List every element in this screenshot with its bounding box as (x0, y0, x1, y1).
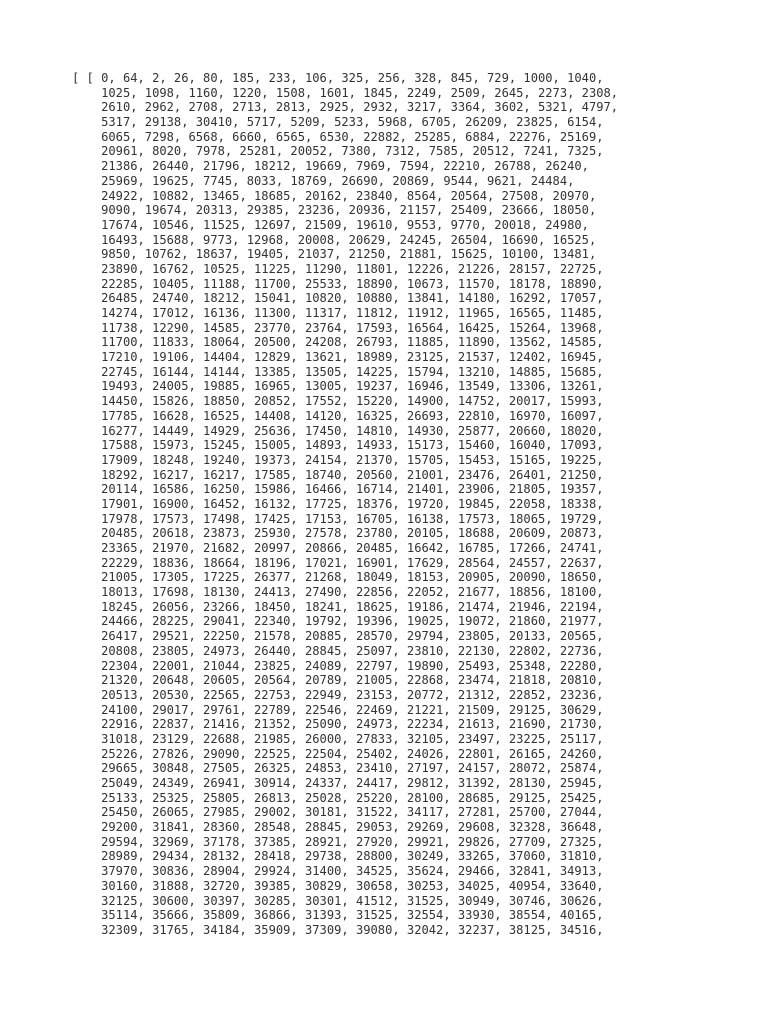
text-line: 22745, 16144, 14144, 13385, 13505, 14225, 15794, 13210, 14885, 15685, (72, 364, 604, 379)
text-line: 20513, 20530, 22565, 22753, 22949, 23153, 20772, 21312, 22852, 23236, (72, 687, 604, 702)
text-line: 9850, 10762, 18637, 19405, 21037, 21250, 21881, 15625, 10100, 13481, (72, 247, 597, 262)
text-line: 6065, 7298, 6568, 6660, 6565, 6530, 22882, 25285, 6884, 22276, 25169, (72, 129, 604, 144)
text-line: 2610, 2962, 2708, 2713, 2813, 2925, 2932, 3217, 3364, 3602, 5321, 4797, (72, 100, 619, 115)
text-line: 17978, 17573, 17498, 17425, 17153, 16705, 16138, 17573, 18065, 19729, (72, 511, 604, 526)
text-line: 37970, 30836, 28904, 29924, 31400, 34525, 35624, 29466, 32841, 34913, (72, 864, 604, 879)
text-line: 22229, 18836, 18664, 18196, 17021, 16901, 17629, 28564, 24557, 22637, (72, 555, 604, 570)
text-line: 28989, 29434, 28132, 28418, 29738, 28800, 30249, 33265, 37060, 31810, (72, 849, 604, 864)
text-line: 29665, 30848, 27505, 26325, 24853, 23410, 27197, 24157, 28072, 25874, (72, 761, 604, 776)
text-line: 32125, 30600, 30397, 30285, 30301, 41512, 31525, 30949, 30746, 30626, (72, 893, 604, 908)
text-line: 20485, 20618, 23873, 25930, 27578, 23780, 20105, 18688, 20609, 20873, (72, 526, 604, 541)
text-line: 25969, 19625, 7745, 8033, 18769, 26690, 20869, 9544, 9621, 24484, (72, 173, 575, 188)
text-line: 24466, 28225, 29041, 22340, 19792, 19396, 19025, 19072, 21860, 21977, (72, 614, 604, 629)
text-line: 17210, 19106, 14404, 12829, 13621, 18989, 23125, 21537, 12402, 16945, (72, 350, 604, 365)
text-line: 19493, 24005, 19885, 16965, 13005, 19237, 16946, 13549, 13306, 13261, (72, 379, 604, 394)
text-line: 25226, 27826, 29090, 22525, 22504, 25402, 24026, 22801, 26165, 24260, (72, 746, 604, 761)
text-line: 29200, 31841, 28360, 28548, 28845, 29053, 29269, 29608, 32328, 36648, (72, 820, 604, 835)
text-line: 14274, 17012, 16136, 11300, 11317, 11812, 11912, 11965, 16565, 11485, (72, 306, 604, 320)
text-line: 30160, 31888, 32720, 39385, 30829, 30658, 30253, 34025, 40954, 33640, (72, 878, 604, 893)
text-line: 31018, 23129, 22688, 21985, 26000, 27833, 32105, 23497, 23225, 25117, (72, 731, 604, 746)
text-line: [ [ 0, 64, 2, 26, 80, 185, 233, 106, 325, 256, 328, 845, 729, 1000, 1040, (72, 71, 604, 85)
text-line: 5317, 29138, 30410, 5717, 5209, 5233, 5968, 6705, 26209, 23825, 6154, (72, 115, 604, 130)
text-line: 18013, 17698, 18130, 24413, 27490, 22856, 22052, 21677, 18856, 18100, (72, 585, 604, 600)
text-line: 25133, 25325, 25805, 26813, 25028, 25220, 28100, 28685, 29125, 25425, (72, 790, 604, 805)
text-line: 17909, 18248, 19240, 19373, 24154, 21370, 15705, 15453, 15165, 19225, (72, 452, 604, 467)
text-line: 26417, 29521, 22250, 21578, 20885, 28570, 29794, 23805, 20133, 20565, (72, 629, 604, 644)
text-line: 23890, 16762, 10525, 11225, 11290, 11801, 12226, 21226, 28157, 22725, (72, 261, 604, 276)
text-line: 18292, 16217, 16217, 17585, 18740, 20560, 21001, 23476, 26401, 21250, (72, 467, 604, 482)
text-line: 20808, 23805, 24973, 26440, 28845, 25097, 23810, 22130, 22802, 22736, (72, 643, 604, 658)
text-line: 17901, 16900, 16452, 16132, 17725, 18376, 19720, 19845, 22058, 18338, (72, 496, 604, 511)
text-line: 11700, 11833, 18064, 20500, 24208, 26793, 11885, 11890, 13562, 14585, (72, 335, 604, 350)
text-line: 17588, 15973, 15245, 15005, 14893, 14933, 15173, 15460, 16040, 17093, (72, 438, 604, 453)
text-line: 29594, 32969, 37178, 37385, 28921, 27920, 29921, 29826, 27709, 27325, (72, 834, 604, 849)
text-line: 1025, 1098, 1160, 1220, 1508, 1601, 1845, 2249, 2509, 2645, 2273, 2308, (72, 85, 619, 100)
text-line: 14450, 15826, 18850, 20852, 17552, 15220, 14900, 14752, 20017, 15993, (72, 394, 604, 409)
text-line: 16493, 15688, 9773, 12968, 20008, 20629, 24245, 26504, 16690, 16525, (72, 232, 597, 247)
text-line: 24922, 10882, 13465, 18685, 20162, 23840, 8564, 20564, 27508, 20970, (72, 188, 597, 203)
text-line: 25450, 26065, 27985, 29002, 30181, 31522, 34117, 27281, 25700, 27044, (72, 805, 604, 820)
text-line: 23365, 21970, 21682, 20997, 20866, 20485, 16642, 16785, 17266, 24741, (72, 541, 604, 555)
text-line: 21005, 17305, 17225, 26377, 21268, 18049, 18153, 20905, 20090, 18650, (72, 570, 604, 585)
text-line: 20114, 16586, 16250, 15986, 16466, 16714, 21401, 23906, 21805, 19357, (72, 482, 604, 497)
text-line: 24100, 29017, 29761, 22789, 22546, 22469, 21221, 21509, 29125, 30629, (72, 702, 604, 717)
text-line: 22285, 10405, 11188, 11700, 25533, 18890, 10673, 11570, 18178, 18890, (72, 276, 604, 291)
text-line: 21386, 26440, 21796, 18212, 19669, 7969, 7594, 22210, 26788, 26240, (72, 159, 589, 174)
text-line: 22304, 22001, 21044, 23825, 24089, 22797, 19890, 25493, 25348, 22280, (72, 658, 604, 673)
text-line: 35114, 35666, 35809, 36866, 31393, 31525, 32554, 33930, 38554, 40165, (72, 908, 604, 923)
text-line: 26485, 24740, 18212, 15041, 10820, 10880, 13841, 14180, 16292, 17057, (72, 291, 604, 306)
text-line: 17785, 16628, 16525, 14408, 14120, 16325, 26693, 22810, 16970, 16097, (72, 408, 604, 423)
text-line: 11738, 12290, 14585, 23770, 23764, 17593, 16564, 16425, 15264, 13968, (72, 320, 604, 335)
text-line: 17674, 10546, 11525, 12697, 21509, 19610, 9553, 9770, 20018, 24980, (72, 217, 589, 232)
text-line: 22916, 22837, 21416, 21352, 25090, 24973, 22234, 21613, 21690, 21730, (72, 717, 604, 732)
text-line: 20961, 8020, 7978, 25281, 20052, 7380, 7312, 7585, 20512, 7241, 7325, (72, 144, 604, 159)
text-line: 21320, 20648, 20605, 20564, 20789, 21005, 22868, 23474, 21818, 20810, (72, 673, 604, 688)
text-line: 9090, 19674, 20313, 29385, 23236, 20936, 21157, 25409, 23666, 18050, (72, 203, 597, 218)
text-line: 18245, 26056, 23266, 18450, 18241, 18625, 19186, 21474, 21946, 22194, (72, 599, 604, 614)
text-line: 32309, 31765, 34184, 35909, 37309, 39080, 32042, 32237, 38125, 34516, (72, 922, 604, 937)
text-document (72, 71, 762, 938)
text-line: 25049, 24349, 26941, 30914, 24337, 24417, 29812, 31392, 28130, 25945, (72, 776, 604, 790)
text-line: 16277, 14449, 14929, 25636, 17450, 14810, 14930, 25877, 20660, 18020, (72, 423, 604, 438)
